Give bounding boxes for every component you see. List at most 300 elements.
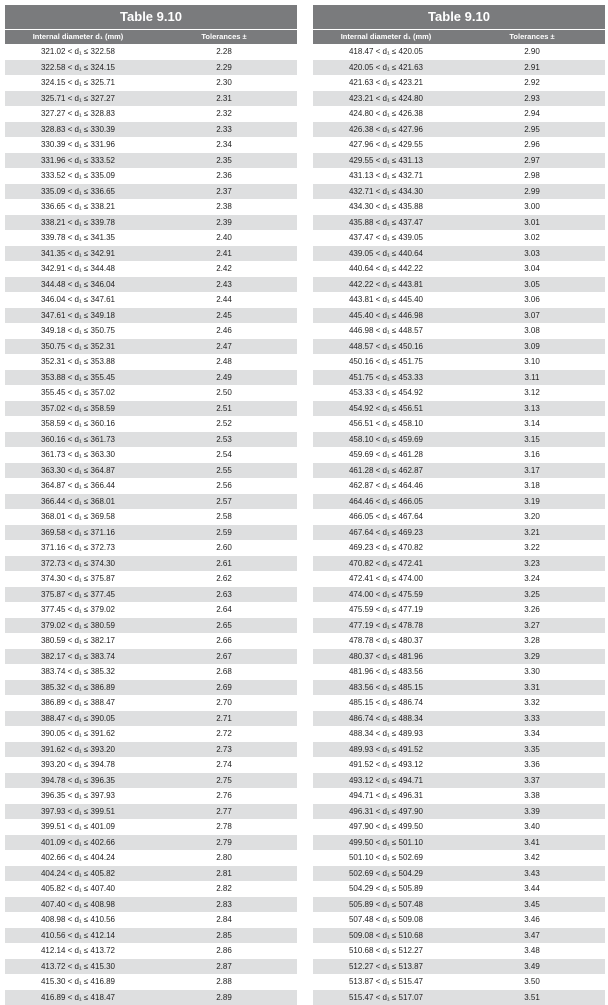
table-row	[313, 91, 605, 107]
tolerance-cell: 3.19	[459, 494, 605, 510]
diameter-range-cell: 475.59 < d₁ ≤ 477.19	[313, 602, 459, 618]
diameter-range-cell: 353.88 < d₁ ≤ 355.45	[5, 370, 151, 386]
tolerance-cell: 3.03	[459, 246, 605, 262]
diameter-range-cell: 416.89 < d₁ ≤ 418.47	[5, 990, 151, 1005]
table-row	[313, 416, 605, 432]
tolerance-cell: 3.47	[459, 928, 605, 944]
diameter-range-cell: 325.71 < d₁ ≤ 327.27	[5, 91, 151, 107]
table-row	[313, 308, 605, 324]
diameter-range-cell: 393.20 < d₁ ≤ 394.78	[5, 757, 151, 773]
table-row	[313, 618, 605, 634]
tolerance-cell: 3.44	[459, 881, 605, 897]
tolerance-cell: 2.68	[151, 664, 297, 680]
tolerance-cell: 2.83	[151, 897, 297, 913]
diameter-range-cell: 459.69 < d₁ ≤ 461.28	[313, 447, 459, 463]
diameter-range-cell: 352.31 < d₁ ≤ 353.88	[5, 354, 151, 370]
tolerance-cell: 2.33	[151, 122, 297, 138]
column-header-diameter: Internal diameter d₁ (mm)	[313, 30, 459, 44]
tolerance-cell: 2.85	[151, 928, 297, 944]
tolerance-cell: 3.50	[459, 974, 605, 990]
table-row	[313, 664, 605, 680]
table-row	[5, 959, 297, 975]
tolerance-cell: 3.42	[459, 850, 605, 866]
diameter-range-cell: 383.74 < d₁ ≤ 385.32	[5, 664, 151, 680]
table-row	[313, 385, 605, 401]
tolerance-cell: 2.42	[151, 261, 297, 277]
diameter-range-cell: 437.47 < d₁ ≤ 439.05	[313, 230, 459, 246]
tolerance-cell: 2.87	[151, 959, 297, 975]
diameter-range-cell: 499.50 < d₁ ≤ 501.10	[313, 835, 459, 851]
table-row	[313, 137, 605, 153]
tolerance-cell: 3.11	[459, 370, 605, 386]
table-row	[5, 292, 297, 308]
diameter-range-cell: 336.65 < d₁ ≤ 338.21	[5, 199, 151, 215]
table-row	[313, 850, 605, 866]
table-row	[313, 633, 605, 649]
table-row	[5, 633, 297, 649]
tolerance-cell: 3.27	[459, 618, 605, 634]
diameter-range-cell: 344.48 < d₁ ≤ 346.04	[5, 277, 151, 293]
right-table	[313, 5, 605, 1005]
diameter-range-cell: 423.21 < d₁ ≤ 424.80	[313, 91, 459, 107]
table-row	[313, 215, 605, 231]
table-header	[5, 30, 297, 44]
diameter-range-cell: 349.18 < d₁ ≤ 350.75	[5, 323, 151, 339]
tolerance-cell: 3.17	[459, 463, 605, 479]
tolerance-cell: 2.81	[151, 866, 297, 882]
table-row	[5, 354, 297, 370]
tolerance-cell: 2.96	[459, 137, 605, 153]
tolerance-cell: 3.22	[459, 540, 605, 556]
diameter-range-cell: 361.73 < d₁ ≤ 363.30	[5, 447, 151, 463]
table-title: Table 9.10	[5, 5, 297, 29]
table-row	[313, 261, 605, 277]
table-row	[5, 881, 297, 897]
tolerance-cell: 2.91	[459, 60, 605, 76]
tolerance-cell: 2.54	[151, 447, 297, 463]
diameter-range-cell: 355.45 < d₁ ≤ 357.02	[5, 385, 151, 401]
tolerance-cell: 3.18	[459, 478, 605, 494]
diameter-range-cell: 462.87 < d₁ ≤ 464.46	[313, 478, 459, 494]
tolerance-cell: 3.40	[459, 819, 605, 835]
diameter-range-cell: 481.96 < d₁ ≤ 483.56	[313, 664, 459, 680]
diameter-range-cell: 401.09 < d₁ ≤ 402.66	[5, 835, 151, 851]
diameter-range-cell: 372.73 < d₁ ≤ 374.30	[5, 556, 151, 572]
table-row	[5, 897, 297, 913]
tolerance-cell: 3.01	[459, 215, 605, 231]
tolerance-cell: 2.31	[151, 91, 297, 107]
tolerance-cell: 2.93	[459, 91, 605, 107]
diameter-range-cell: 380.59 < d₁ ≤ 382.17	[5, 633, 151, 649]
diameter-range-cell: 426.38 < d₁ ≤ 427.96	[313, 122, 459, 138]
diameter-range-cell: 339.78 < d₁ ≤ 341.35	[5, 230, 151, 246]
diameter-range-cell: 466.05 < d₁ ≤ 467.64	[313, 509, 459, 525]
tolerance-cell: 3.35	[459, 742, 605, 758]
tolerance-cell: 2.51	[151, 401, 297, 417]
table-row	[5, 726, 297, 742]
table-row	[5, 974, 297, 990]
diameter-range-cell: 513.87 < d₁ ≤ 515.47	[313, 974, 459, 990]
tolerance-cell: 3.32	[459, 695, 605, 711]
table-row	[313, 912, 605, 928]
tolerance-cell: 3.15	[459, 432, 605, 448]
tolerance-cell: 2.66	[151, 633, 297, 649]
tolerance-cell: 2.63	[151, 587, 297, 603]
tolerance-cell: 2.52	[151, 416, 297, 432]
tolerance-cell: 3.24	[459, 571, 605, 587]
diameter-range-cell: 467.64 < d₁ ≤ 469.23	[313, 525, 459, 541]
table-row	[313, 432, 605, 448]
tolerance-cell: 3.20	[459, 509, 605, 525]
tolerance-cell: 2.45	[151, 308, 297, 324]
tolerance-cell: 2.57	[151, 494, 297, 510]
tolerance-cell: 2.98	[459, 168, 605, 184]
diameter-range-cell: 421.63 < d₁ ≤ 423.21	[313, 75, 459, 91]
diameter-range-cell: 335.09 < d₁ ≤ 336.65	[5, 184, 151, 200]
column-header-diameter: Internal diameter d₁ (mm)	[5, 30, 151, 44]
diameter-range-cell: 453.33 < d₁ ≤ 454.92	[313, 385, 459, 401]
tolerance-cell: 3.36	[459, 757, 605, 773]
diameter-range-cell: 496.31 < d₁ ≤ 497.90	[313, 804, 459, 820]
diameter-range-cell: 371.16 < d₁ ≤ 372.73	[5, 540, 151, 556]
diameter-range-cell: 377.45 < d₁ ≤ 379.02	[5, 602, 151, 618]
tolerance-cell: 2.82	[151, 881, 297, 897]
tolerance-cell: 2.62	[151, 571, 297, 587]
diameter-range-cell: 405.82 < d₁ ≤ 407.40	[5, 881, 151, 897]
table-row	[313, 757, 605, 773]
tolerance-cell: 2.29	[151, 60, 297, 76]
tolerance-cell: 2.86	[151, 943, 297, 959]
diameter-range-cell: 374.30 < d₁ ≤ 375.87	[5, 571, 151, 587]
diameter-range-cell: 394.78 < d₁ ≤ 396.35	[5, 773, 151, 789]
table-row	[5, 308, 297, 324]
table-row	[313, 122, 605, 138]
table-row	[5, 990, 297, 1005]
table-row	[313, 509, 605, 525]
diameter-range-cell: 451.75 < d₁ ≤ 453.33	[313, 370, 459, 386]
tolerance-cell: 3.43	[459, 866, 605, 882]
diameter-range-cell: 413.72 < d₁ ≤ 415.30	[5, 959, 151, 975]
tolerance-cell: 2.99	[459, 184, 605, 200]
diameter-range-cell: 357.02 < d₁ ≤ 358.59	[5, 401, 151, 417]
table-row	[313, 943, 605, 959]
table-row	[5, 540, 297, 556]
table-row	[5, 912, 297, 928]
tolerance-cell: 3.25	[459, 587, 605, 603]
table-row	[313, 680, 605, 696]
table-row	[5, 370, 297, 386]
table-row	[5, 943, 297, 959]
table-row	[313, 928, 605, 944]
table-row	[313, 788, 605, 804]
table-row	[313, 990, 605, 1005]
table-row	[313, 556, 605, 572]
diameter-range-cell: 445.40 < d₁ ≤ 446.98	[313, 308, 459, 324]
tolerance-cell: 2.58	[151, 509, 297, 525]
diameter-range-cell: 434.30 < d₁ ≤ 435.88	[313, 199, 459, 215]
table-row	[5, 742, 297, 758]
tolerance-cell: 2.47	[151, 339, 297, 355]
diameter-range-cell: 388.47 < d₁ ≤ 390.05	[5, 711, 151, 727]
diameter-range-cell: 510.68 < d₁ ≤ 512.27	[313, 943, 459, 959]
tolerance-cell: 3.33	[459, 711, 605, 727]
diameter-range-cell: 504.29 < d₁ ≤ 505.89	[313, 881, 459, 897]
diameter-range-cell: 472.41 < d₁ ≤ 474.00	[313, 571, 459, 587]
table-row	[313, 230, 605, 246]
table-row	[5, 75, 297, 91]
table-row	[5, 850, 297, 866]
diameter-range-cell: 338.21 < d₁ ≤ 339.78	[5, 215, 151, 231]
tolerance-cell: 2.95	[459, 122, 605, 138]
table-row	[313, 277, 605, 293]
table-row	[5, 494, 297, 510]
tolerance-cell: 2.39	[151, 215, 297, 231]
tolerance-cell: 3.09	[459, 339, 605, 355]
table-row	[313, 370, 605, 386]
table-row	[313, 711, 605, 727]
table-row	[313, 695, 605, 711]
table-row	[5, 432, 297, 448]
diameter-range-cell: 512.27 < d₁ ≤ 513.87	[313, 959, 459, 975]
diameter-range-cell: 404.24 < d₁ ≤ 405.82	[5, 866, 151, 882]
diameter-range-cell: 483.56 < d₁ ≤ 485.15	[313, 680, 459, 696]
tolerance-cell: 2.97	[459, 153, 605, 169]
table-row	[313, 587, 605, 603]
diameter-range-cell: 382.17 < d₁ ≤ 383.74	[5, 649, 151, 665]
tolerance-cell: 3.04	[459, 261, 605, 277]
table-row	[5, 277, 297, 293]
diameter-range-cell: 350.75 < d₁ ≤ 352.31	[5, 339, 151, 355]
diameter-range-cell: 454.92 < d₁ ≤ 456.51	[313, 401, 459, 417]
table-row	[5, 819, 297, 835]
tolerance-cell: 3.06	[459, 292, 605, 308]
table-row	[5, 168, 297, 184]
table-row	[313, 184, 605, 200]
diameter-range-cell: 446.98 < d₁ ≤ 448.57	[313, 323, 459, 339]
tolerance-cell: 2.49	[151, 370, 297, 386]
diameter-range-cell: 385.32 < d₁ ≤ 386.89	[5, 680, 151, 696]
tolerance-cell: 2.79	[151, 835, 297, 851]
table-row	[5, 773, 297, 789]
tolerance-cell: 2.59	[151, 525, 297, 541]
tolerance-cell: 2.55	[151, 463, 297, 479]
tolerance-cell: 3.45	[459, 897, 605, 913]
table-row	[5, 246, 297, 262]
diameter-range-cell: 515.47 < d₁ ≤ 517.07	[313, 990, 459, 1005]
tolerance-cell: 3.41	[459, 835, 605, 851]
table-row	[5, 478, 297, 494]
table-row	[5, 184, 297, 200]
tolerance-cell: 3.37	[459, 773, 605, 789]
diameter-range-cell: 368.01 < d₁ ≤ 369.58	[5, 509, 151, 525]
tolerance-cell: 2.77	[151, 804, 297, 820]
table-row	[313, 478, 605, 494]
tolerance-cell: 2.70	[151, 695, 297, 711]
table-row	[5, 385, 297, 401]
table-row	[5, 509, 297, 525]
diameter-range-cell: 435.88 < d₁ ≤ 437.47	[313, 215, 459, 231]
tolerance-cell: 3.14	[459, 416, 605, 432]
table-row	[313, 292, 605, 308]
table-row	[5, 106, 297, 122]
table-row	[313, 726, 605, 742]
diameter-range-cell: 347.61 < d₁ ≤ 349.18	[5, 308, 151, 324]
tolerance-cell: 3.48	[459, 943, 605, 959]
table-row	[5, 230, 297, 246]
table-row	[313, 60, 605, 76]
tolerance-cell: 3.07	[459, 308, 605, 324]
diameter-range-cell: 464.46 < d₁ ≤ 466.05	[313, 494, 459, 510]
tolerance-cell: 2.72	[151, 726, 297, 742]
tolerance-cell: 3.31	[459, 680, 605, 696]
diameter-range-cell: 341.35 < d₁ ≤ 342.91	[5, 246, 151, 262]
table-row	[5, 804, 297, 820]
diameter-range-cell: 379.02 < d₁ ≤ 380.59	[5, 618, 151, 634]
table-row	[5, 525, 297, 541]
tolerance-cell: 3.51	[459, 990, 605, 1005]
diameter-range-cell: 391.62 < d₁ ≤ 393.20	[5, 742, 151, 758]
tolerance-cell: 3.23	[459, 556, 605, 572]
tolerance-cell: 2.94	[459, 106, 605, 122]
diameter-range-cell: 439.05 < d₁ ≤ 440.64	[313, 246, 459, 262]
table-body	[313, 44, 605, 1005]
tolerance-cell: 2.36	[151, 168, 297, 184]
table-row	[313, 525, 605, 541]
table-row	[313, 354, 605, 370]
table-row	[313, 897, 605, 913]
diameter-range-cell: 474.00 < d₁ ≤ 475.59	[313, 587, 459, 603]
table-row	[5, 339, 297, 355]
tolerance-cell: 2.41	[151, 246, 297, 262]
diameter-range-cell: 369.58 < d₁ ≤ 371.16	[5, 525, 151, 541]
diameter-range-cell: 456.51 < d₁ ≤ 458.10	[313, 416, 459, 432]
diameter-range-cell: 410.56 < d₁ ≤ 412.14	[5, 928, 151, 944]
diameter-range-cell: 330.39 < d₁ ≤ 331.96	[5, 137, 151, 153]
table-row	[5, 199, 297, 215]
table-row	[313, 804, 605, 820]
table-row	[313, 106, 605, 122]
diameter-range-cell: 480.37 < d₁ ≤ 481.96	[313, 649, 459, 665]
tolerance-cell: 3.30	[459, 664, 605, 680]
table-row	[313, 773, 605, 789]
diameter-range-cell: 478.78 < d₁ ≤ 480.37	[313, 633, 459, 649]
diameter-range-cell: 420.05 < d₁ ≤ 421.63	[313, 60, 459, 76]
diameter-range-cell: 375.87 < d₁ ≤ 377.45	[5, 587, 151, 603]
tolerance-cell: 3.00	[459, 199, 605, 215]
diameter-range-cell: 390.05 < d₁ ≤ 391.62	[5, 726, 151, 742]
table-row	[5, 757, 297, 773]
tolerance-cell: 3.02	[459, 230, 605, 246]
diameter-range-cell: 497.90 < d₁ ≤ 499.50	[313, 819, 459, 835]
table-row	[5, 261, 297, 277]
diameter-range-cell: 346.04 < d₁ ≤ 347.61	[5, 292, 151, 308]
diameter-range-cell: 489.93 < d₁ ≤ 491.52	[313, 742, 459, 758]
table-row	[5, 928, 297, 944]
tolerance-cell: 3.10	[459, 354, 605, 370]
tolerance-cell: 2.80	[151, 850, 297, 866]
diameter-range-cell: 450.16 < d₁ ≤ 451.75	[313, 354, 459, 370]
diameter-range-cell: 321.02 < d₁ ≤ 322.58	[5, 44, 151, 60]
diameter-range-cell: 443.81 < d₁ ≤ 445.40	[313, 292, 459, 308]
table-row	[313, 463, 605, 479]
diameter-range-cell: 324.15 < d₁ ≤ 325.71	[5, 75, 151, 91]
tolerance-cell: 2.75	[151, 773, 297, 789]
table-row	[313, 401, 605, 417]
table-row	[313, 742, 605, 758]
table-row	[313, 959, 605, 975]
diameter-range-cell: 493.12 < d₁ ≤ 494.71	[313, 773, 459, 789]
tolerance-cell: 2.30	[151, 75, 297, 91]
table-row	[5, 618, 297, 634]
table-row	[5, 664, 297, 680]
diameter-range-cell: 502.69 < d₁ ≤ 504.29	[313, 866, 459, 882]
tolerance-cell: 3.34	[459, 726, 605, 742]
tolerance-cell: 2.37	[151, 184, 297, 200]
tolerance-cell: 3.38	[459, 788, 605, 804]
diameter-range-cell: 364.87 < d₁ ≤ 366.44	[5, 478, 151, 494]
tolerance-cell: 2.61	[151, 556, 297, 572]
diameter-range-cell: 363.30 < d₁ ≤ 364.87	[5, 463, 151, 479]
diameter-range-cell: 491.52 < d₁ ≤ 493.12	[313, 757, 459, 773]
tolerance-cell: 2.53	[151, 432, 297, 448]
tolerance-cell: 3.12	[459, 385, 605, 401]
tolerance-cell: 3.49	[459, 959, 605, 975]
table-row	[313, 540, 605, 556]
tolerance-cell: 2.40	[151, 230, 297, 246]
table-row	[5, 587, 297, 603]
table-row	[313, 974, 605, 990]
diameter-range-cell: 333.52 < d₁ ≤ 335.09	[5, 168, 151, 184]
diameter-range-cell: 322.58 < d₁ ≤ 324.15	[5, 60, 151, 76]
diameter-range-cell: 407.40 < d₁ ≤ 408.98	[5, 897, 151, 913]
column-header-tolerance: Tolerances ±	[459, 30, 605, 44]
diameter-range-cell: 507.48 < d₁ ≤ 509.08	[313, 912, 459, 928]
table-row	[313, 881, 605, 897]
tolerance-cell: 2.67	[151, 649, 297, 665]
diameter-range-cell: 327.27 < d₁ ≤ 328.83	[5, 106, 151, 122]
tolerance-cell: 2.78	[151, 819, 297, 835]
tolerance-cell: 2.92	[459, 75, 605, 91]
tolerance-cell: 2.48	[151, 354, 297, 370]
diameter-range-cell: 408.98 < d₁ ≤ 410.56	[5, 912, 151, 928]
tolerance-cell: 2.60	[151, 540, 297, 556]
table-row	[313, 866, 605, 882]
table-row	[5, 695, 297, 711]
table-row	[313, 323, 605, 339]
table-row	[5, 556, 297, 572]
table-row	[5, 447, 297, 463]
table-row	[313, 44, 605, 60]
diameter-range-cell: 342.91 < d₁ ≤ 344.48	[5, 261, 151, 277]
table-row	[313, 75, 605, 91]
table-row	[5, 122, 297, 138]
tolerance-cell: 2.56	[151, 478, 297, 494]
tolerance-cell: 2.34	[151, 137, 297, 153]
diameter-range-cell: 461.28 < d₁ ≤ 462.87	[313, 463, 459, 479]
diameter-range-cell: 358.59 < d₁ ≤ 360.16	[5, 416, 151, 432]
diameter-range-cell: 486.74 < d₁ ≤ 488.34	[313, 711, 459, 727]
tolerance-cell: 2.76	[151, 788, 297, 804]
diameter-range-cell: 397.93 < d₁ ≤ 399.51	[5, 804, 151, 820]
diameter-range-cell: 418.47 < d₁ ≤ 420.05	[313, 44, 459, 60]
diameter-range-cell: 432.71 < d₁ ≤ 434.30	[313, 184, 459, 200]
tolerance-cell: 2.65	[151, 618, 297, 634]
table-row	[5, 571, 297, 587]
tolerance-cell: 2.46	[151, 323, 297, 339]
diameter-range-cell: 427.96 < d₁ ≤ 429.55	[313, 137, 459, 153]
table-row	[313, 649, 605, 665]
diameter-range-cell: 399.51 < d₁ ≤ 401.09	[5, 819, 151, 835]
